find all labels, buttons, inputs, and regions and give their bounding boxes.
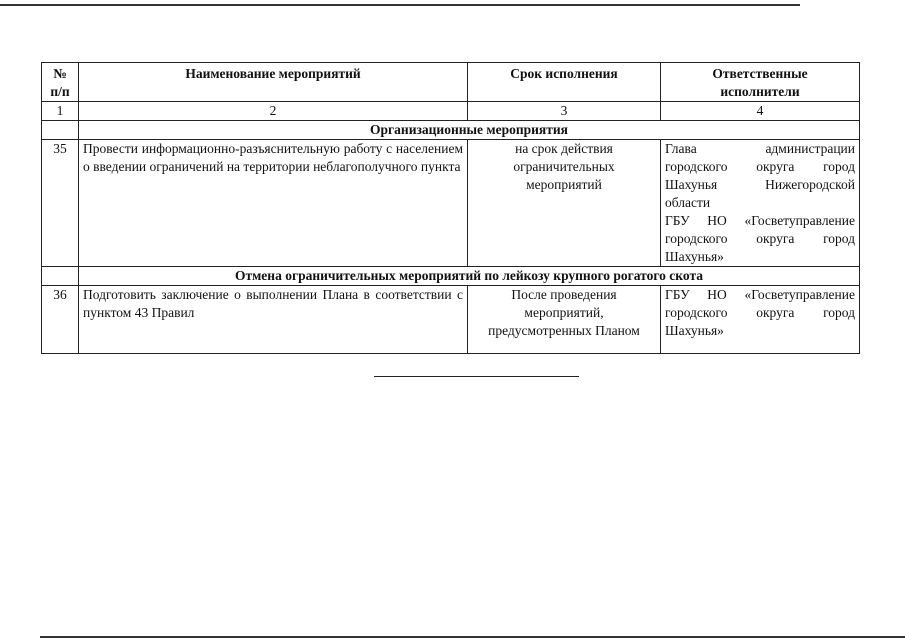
- table-row: [42, 286, 860, 354]
- row-number: 36: [42, 286, 79, 354]
- column-index: 1: [42, 102, 79, 121]
- header-row: [42, 63, 860, 102]
- end-of-document-line: [374, 376, 579, 377]
- action-plan-table: [41, 62, 860, 354]
- column-index-row: [42, 102, 860, 121]
- responsible: ГБУ НО «Госветуправление городского округа город Шахунья»: [661, 286, 860, 354]
- activity-name: Провести информационно-разъяснительную работу с населением о введении ограничений на территории неблагополучного пункта: [79, 140, 468, 267]
- deadline: на срок действия ограничительных мероприятий: [468, 140, 661, 267]
- header-number: № п/п: [42, 63, 79, 102]
- header-activity-name: Наименование мероприятий: [79, 63, 468, 102]
- activity-name: Подготовить заключение о выполнении Плана в соответствии с пунктом 43 Правил: [79, 286, 468, 354]
- page-top-border: [0, 4, 800, 6]
- section-row: [42, 121, 860, 140]
- page-bottom-border: [40, 636, 905, 638]
- responsible: Глава администрации городского округа город Шахунья Нижегородской области ГБУ НО «Госветуправление городского округа город Шахунья»: [661, 140, 860, 267]
- row-number: 35: [42, 140, 79, 267]
- column-index: 4: [661, 102, 860, 121]
- section-spacer: [42, 121, 79, 140]
- section-spacer: [42, 267, 79, 286]
- section-title: Организационные мероприятия: [79, 121, 860, 140]
- header-responsible: Ответственные исполнители: [661, 63, 860, 102]
- deadline: После проведения мероприятий, предусмотренных Планом: [468, 286, 661, 354]
- table-row: [42, 140, 860, 267]
- section-title: Отмена ограничительных мероприятий по лейкозу крупного рогатого скота: [79, 267, 860, 286]
- header-deadline: Срок исполнения: [468, 63, 661, 102]
- column-index: 3: [468, 102, 661, 121]
- section-row: [42, 267, 860, 286]
- column-index: 2: [79, 102, 468, 121]
